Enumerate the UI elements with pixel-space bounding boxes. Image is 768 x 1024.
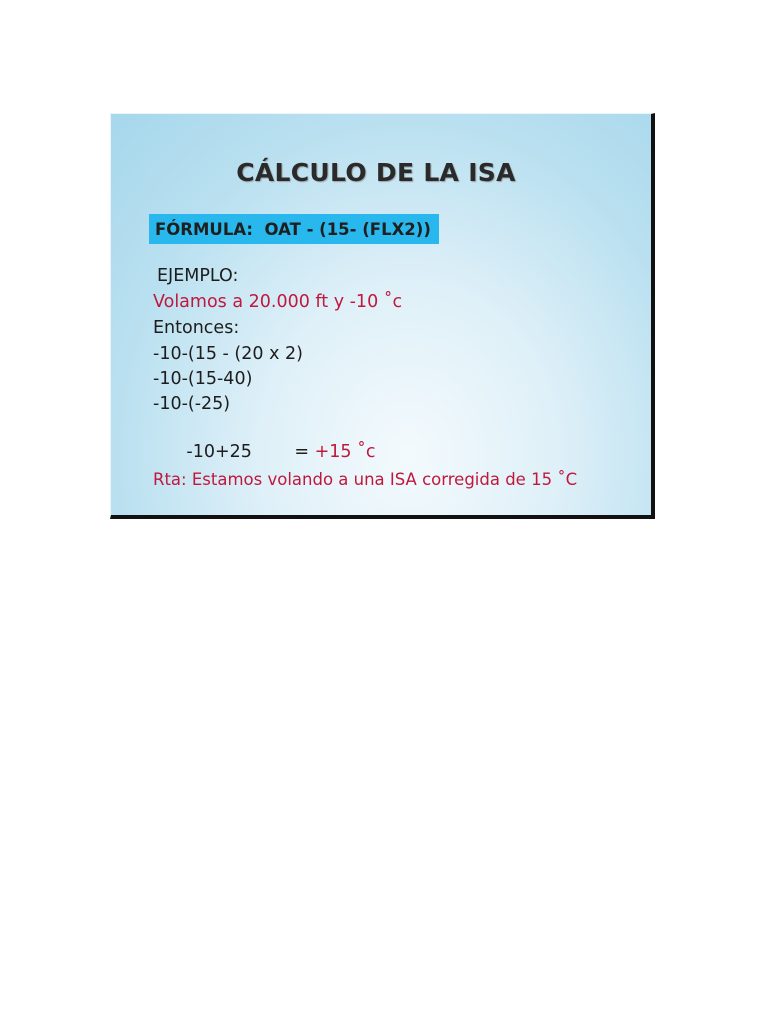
example-statement: Volamos a 20.000 ft y -10 ˚c — [153, 292, 403, 312]
final-step-left: -10+25 — [186, 442, 252, 462]
formula-text: FÓRMULA: OAT - (15- (FLX2)) — [155, 219, 431, 239]
step-2: -10-(15-40) — [153, 369, 253, 389]
step-3: -10-(-25) — [153, 394, 231, 414]
step-1: -10-(15 - (20 x 2) — [153, 344, 303, 364]
slide-title: CÁLCULO DE LA ISA — [236, 158, 516, 187]
formula-highlight — [149, 214, 439, 244]
example-label: EJEMPLO: — [157, 266, 239, 286]
final-step-equals: = — [294, 442, 315, 462]
final-step-result: +15 ˚c — [314, 442, 376, 462]
slide — [110, 113, 655, 519]
then-label: Entonces: — [153, 318, 240, 338]
answer-text: Rta: Estamos volando a una ISA corregida de 15 ˚C — [153, 470, 578, 489]
